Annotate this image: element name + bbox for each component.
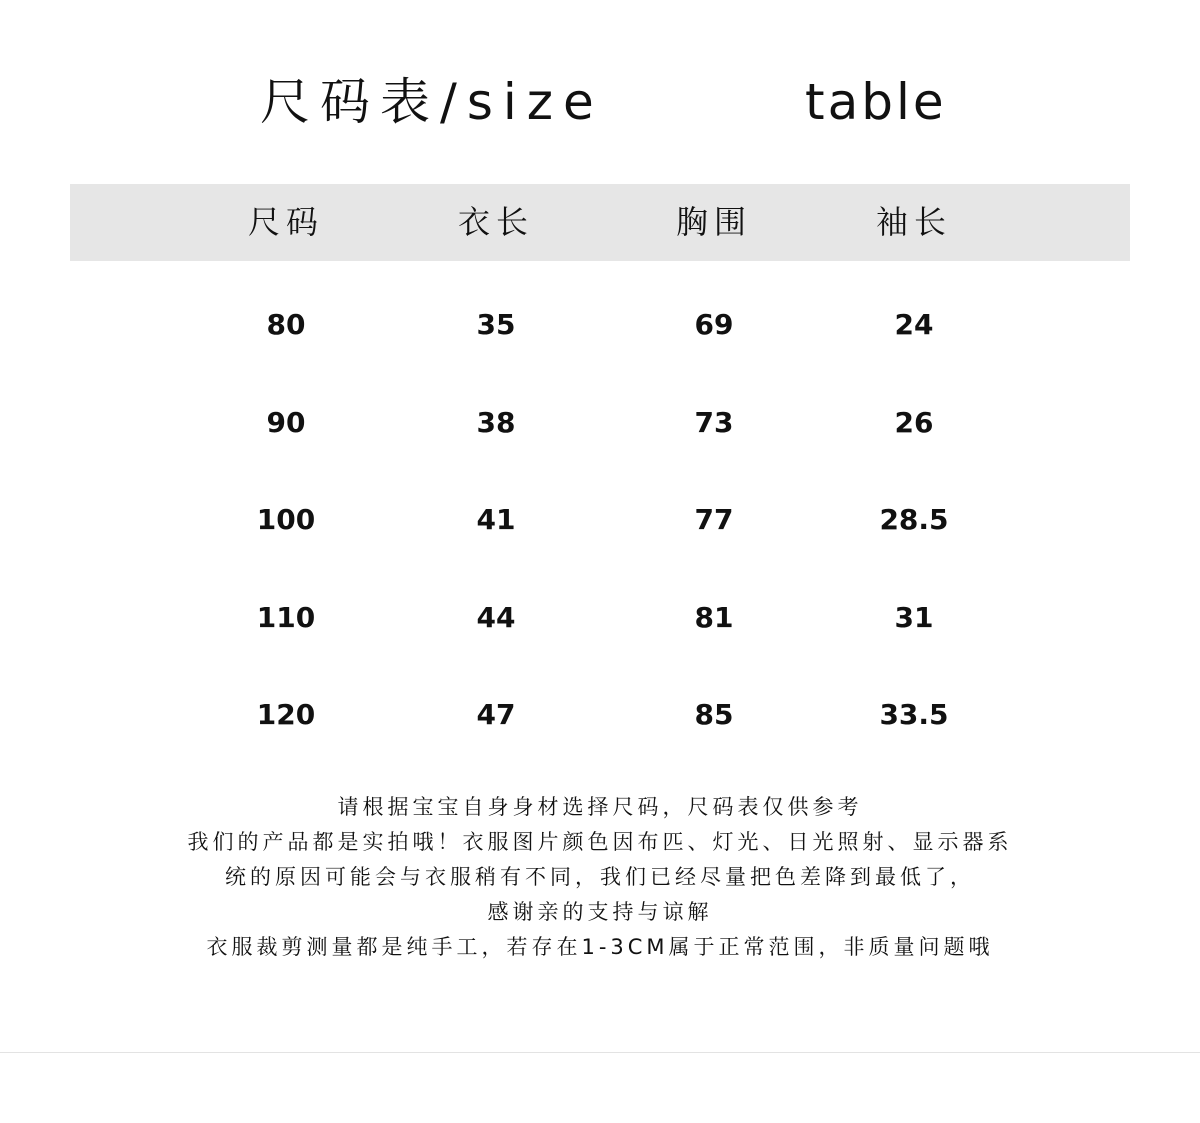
size-notes xyxy=(0,790,1200,965)
bottom-divider xyxy=(0,1052,1200,1053)
note-line: 我们的产品都是实拍哦！衣服图片颜色因布匹、灯光、日光照射、显示器系 xyxy=(187,830,1013,854)
title-right-text: table xyxy=(805,73,947,131)
table-row xyxy=(0,398,1200,448)
note-line: 衣服裁剪测量都是纯手工，若存在1-3CM属于正常范围，非质量问题哦 xyxy=(206,935,994,959)
cell-size: 100 xyxy=(256,503,316,536)
cell-chest: 69 xyxy=(694,308,734,341)
cell-length: 41 xyxy=(476,503,516,536)
cell-chest: 73 xyxy=(694,406,734,439)
cell-length: 44 xyxy=(476,601,516,634)
size-chart-title xyxy=(0,62,1200,142)
title-left-text: 尺码表/size xyxy=(260,73,604,131)
cell-size: 120 xyxy=(256,698,316,731)
header-length: 衣长 xyxy=(457,203,534,241)
cell-chest: 85 xyxy=(694,698,734,731)
cell-size: 90 xyxy=(266,406,306,439)
cell-length: 38 xyxy=(476,406,516,439)
cell-sleeve: 28.5 xyxy=(879,503,949,536)
cell-length: 47 xyxy=(476,698,516,731)
header-size: 尺码 xyxy=(247,203,324,241)
cell-length: 35 xyxy=(476,308,516,341)
table-row xyxy=(0,300,1200,350)
cell-sleeve: 26 xyxy=(894,406,934,439)
note-line: 感谢亲的支持与谅解 xyxy=(487,900,713,924)
cell-sleeve: 24 xyxy=(894,308,934,341)
header-chest: 胸围 xyxy=(675,203,752,241)
cell-sleeve: 31 xyxy=(894,601,934,634)
table-header xyxy=(70,184,1130,261)
cell-chest: 81 xyxy=(694,601,734,634)
table-row xyxy=(0,690,1200,740)
cell-size: 80 xyxy=(266,308,306,341)
cell-sleeve: 33.5 xyxy=(879,698,949,731)
note-line: 请根据宝宝自身身材选择尺码，尺码表仅供参考 xyxy=(337,795,863,819)
table-row xyxy=(0,593,1200,643)
note-line: 统的原因可能会与衣服稍有不同，我们已经尽量把色差降到最低了， xyxy=(225,865,975,889)
table-row xyxy=(0,495,1200,545)
header-sleeve: 袖长 xyxy=(875,203,952,241)
cell-chest: 77 xyxy=(694,503,734,536)
cell-size: 110 xyxy=(256,601,316,634)
